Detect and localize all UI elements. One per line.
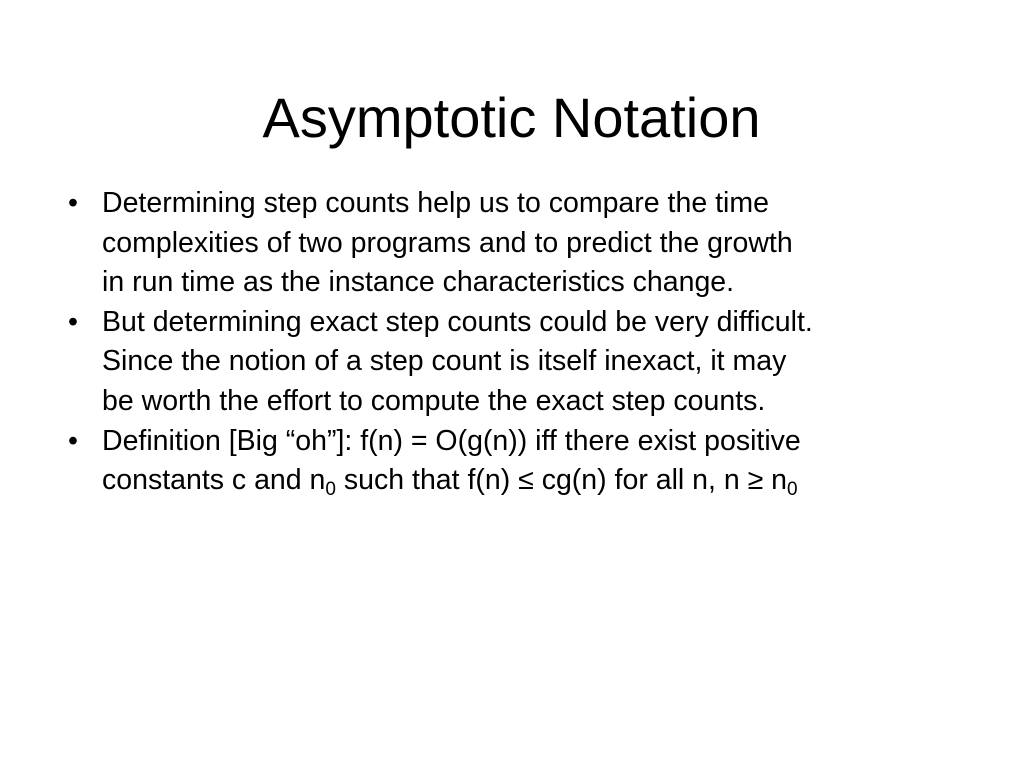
bullet-line: be worth the effort to compute the exact step counts. (102, 384, 766, 417)
bullet-marker: • (68, 187, 78, 219)
bullet-line: Determining step counts help us to compare the time (102, 187, 769, 219)
bullet-line: complexities of two programs and to predict the growth (102, 226, 793, 259)
formula-text: constants c and n (102, 464, 326, 497)
bullet-item-step-counts (62, 184, 982, 303)
bullet-marker: • (68, 305, 78, 338)
bullet-marker: • (68, 424, 78, 457)
bullet-line: But determining exact step counts could be very difficult. (102, 305, 813, 338)
bullet-line: Definition [Big “oh”]: f(n) = O(g(n)) iff there exist positive (102, 424, 801, 457)
slide-title: Asymptotic Notation (262, 86, 761, 149)
bullet-list (62, 184, 982, 501)
bullet-line: in run time as the instance characteristics change. (102, 266, 735, 299)
subscript-zero: 0 (787, 479, 798, 501)
definition-formula-line (102, 461, 982, 501)
bullet-item-exact-counts (62, 303, 982, 422)
subscript-zero: 0 (325, 479, 336, 501)
formula-text: such that f(n) ≤ cg(n) for all n, n ≥ n (335, 464, 788, 497)
bullet-item-big-oh-definition (62, 422, 982, 501)
bullet-line: Since the notion of a step count is itself inexact, it may (102, 345, 787, 378)
